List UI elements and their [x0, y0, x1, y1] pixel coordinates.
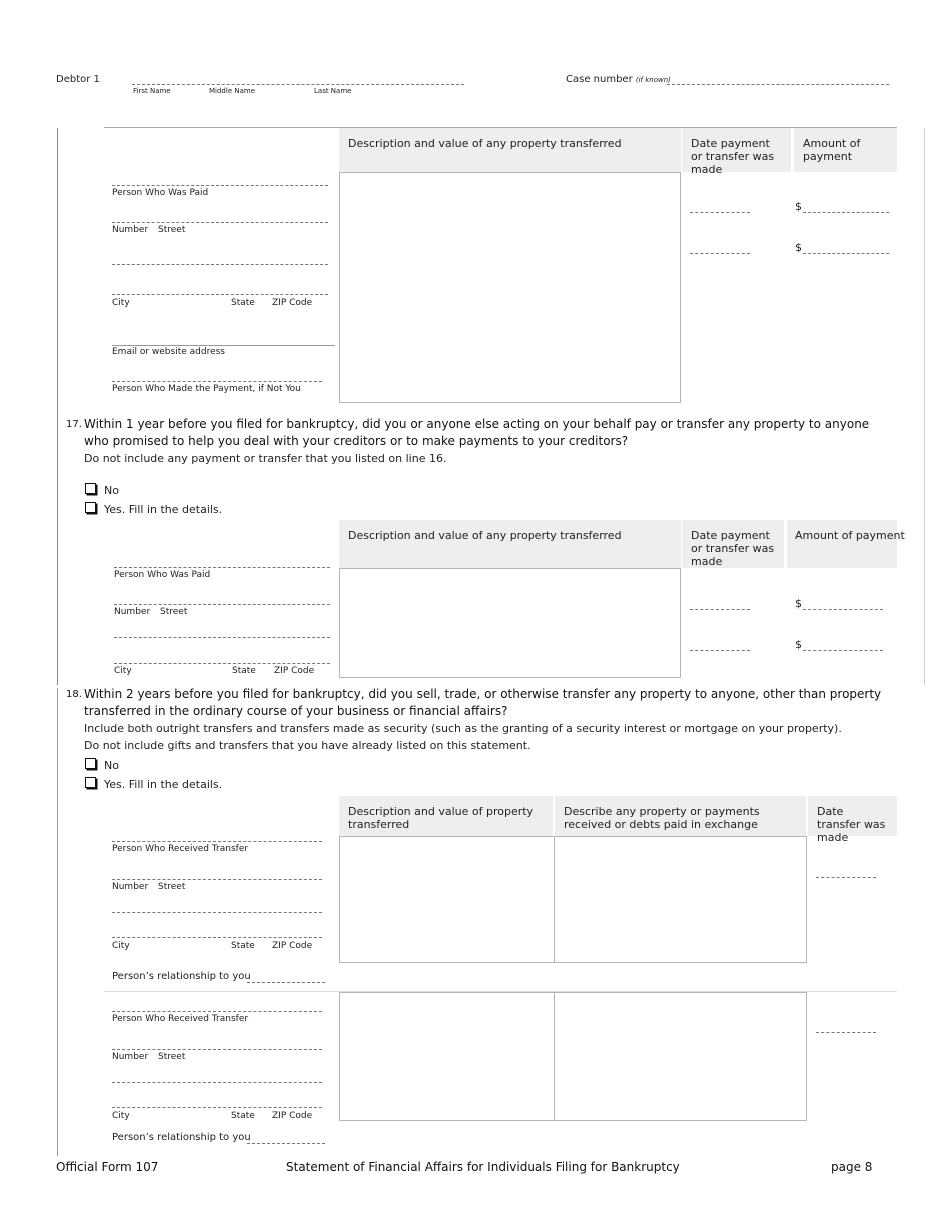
col-header-description: Description and value of any property transferred [339, 520, 681, 568]
question-number: 18. [66, 689, 82, 700]
street-field[interactable] [112, 222, 328, 223]
question-note: Do not include any payment or transfer that you listed on line 16. [84, 452, 447, 465]
person-paid-label: Person Who Was Paid [112, 188, 209, 198]
city-state-zip-field[interactable] [112, 937, 322, 938]
col-header-amount: Amount of payment [787, 520, 897, 568]
property-description-box[interactable] [339, 992, 555, 1121]
person-paid-field[interactable] [112, 185, 328, 186]
person-received-field[interactable] [112, 841, 322, 842]
person-received-field[interactable] [112, 1011, 322, 1012]
checkbox-no[interactable] [85, 483, 96, 494]
date-field[interactable] [690, 253, 750, 254]
zip-label: ZIP Code [272, 941, 313, 951]
state-label: State [231, 941, 255, 951]
dollar-sign: $ [795, 597, 802, 610]
received-description-box[interactable] [554, 836, 807, 963]
amount-field[interactable] [803, 650, 883, 651]
city-label: City [112, 941, 130, 951]
number-label: Number [114, 607, 151, 617]
email-field[interactable] [112, 345, 335, 346]
street-field[interactable] [112, 1049, 322, 1050]
person-received-label: Person Who Received Transfer [112, 844, 249, 854]
person-made-payment-label: Person Who Made the Payment, if Not You [112, 384, 301, 394]
city-label: City [114, 666, 132, 676]
footer-title: Statement of Financial Affairs for Individuals Filing for Bankruptcy [286, 1160, 680, 1174]
property-description-box[interactable] [339, 568, 681, 678]
date-field[interactable] [690, 650, 750, 651]
question-number: 17. [66, 419, 82, 430]
street-line2-field[interactable] [112, 264, 328, 265]
checkbox-yes[interactable] [85, 502, 96, 513]
col-header-received: Describe any property or payments received or debts paid in exchange [555, 796, 806, 836]
dollar-sign: $ [795, 638, 802, 651]
city-label: City [112, 298, 130, 308]
section-rule-right [924, 128, 925, 685]
first-name-label: First Name [133, 87, 171, 95]
zip-label: ZIP Code [274, 666, 315, 676]
question-note: Do not include gifts and transfers that you have already listed on this statement. [84, 739, 531, 752]
question-text: Within 1 year before you filed for bankruptcy, did you or anyone else acting on your behalf pay or transfer any property to anyone who promised to help you deal with your creditors or to make payments to your creditors? [84, 417, 870, 448]
date-field[interactable] [816, 877, 876, 878]
street-label: Street [158, 882, 186, 892]
footer-page-number: page 8 [831, 1160, 873, 1174]
person-received-label: Person Who Received Transfer [112, 1014, 249, 1024]
date-field[interactable] [690, 212, 750, 213]
relationship-label: Person’s relationship to you [112, 1132, 251, 1143]
state-label: State [231, 298, 255, 308]
property-description-box[interactable] [339, 836, 555, 963]
zip-label: ZIP Code [272, 1111, 313, 1121]
date-field[interactable] [690, 609, 750, 610]
section-rule [57, 128, 58, 685]
amount-field[interactable] [803, 212, 889, 213]
section-rule [57, 688, 58, 1156]
city-state-zip-field[interactable] [112, 294, 328, 295]
zip-label: ZIP Code [272, 298, 313, 308]
number-label: Number [112, 225, 149, 235]
checkbox-yes[interactable] [85, 777, 96, 788]
option-no-label: No [104, 759, 119, 772]
state-label: State [231, 1111, 255, 1121]
debtor-label: Debtor 1 [56, 74, 100, 85]
col-header-date: Date transfer was made [808, 796, 897, 836]
option-yes-label: Yes. Fill in the details. [104, 778, 223, 791]
street-label: Street [160, 607, 188, 617]
street-field[interactable] [112, 879, 322, 880]
col-header-amount: Amount of payment [794, 128, 897, 172]
person-made-payment-field[interactable] [112, 381, 322, 382]
amount-field[interactable] [803, 609, 883, 610]
col-header-date: Date payment or transfer was made [682, 128, 791, 172]
amount-field[interactable] [803, 253, 889, 254]
col-header-description: Description and value of property transferred [339, 796, 553, 836]
last-name-label: Last Name [314, 87, 352, 95]
question-note: Include both outright transfers and transfers made as security (such as the granting of a security interest or mortgage on your property). [84, 722, 842, 735]
street-field[interactable] [114, 604, 330, 605]
checkbox-no[interactable] [85, 758, 96, 769]
city-state-zip-field[interactable] [114, 663, 330, 664]
date-field[interactable] [816, 1032, 876, 1033]
city-state-zip-field[interactable] [112, 1107, 322, 1108]
property-description-box[interactable] [339, 172, 681, 403]
dollar-sign: $ [795, 200, 802, 213]
case-number-label: Case number (if known) [566, 74, 671, 85]
number-label: Number [112, 1052, 149, 1062]
col-header-date: Date payment or transfer was made [682, 520, 784, 568]
debtor-name-field[interactable] [132, 84, 464, 85]
street-line2-field[interactable] [112, 912, 322, 913]
middle-name-label: Middle Name [209, 87, 255, 95]
number-label: Number [112, 882, 149, 892]
street-label: Street [158, 1052, 186, 1062]
dollar-sign: $ [795, 241, 802, 254]
question-text: Within 2 years before you filed for bankruptcy, did you sell, trade, or otherwise transfer any property to anyone, other than property transferred in the ordinary course of your business or financial affairs? [84, 687, 882, 718]
option-no-label: No [104, 484, 119, 497]
city-label: City [112, 1111, 130, 1121]
person-paid-label: Person Who Was Paid [114, 570, 211, 580]
street-label: Street [158, 225, 186, 235]
street-line2-field[interactable] [114, 637, 330, 638]
street-line2-field[interactable] [112, 1082, 322, 1083]
received-description-box[interactable] [554, 992, 807, 1121]
col-header-description: Description and value of any property transferred [339, 128, 681, 172]
person-paid-field[interactable] [114, 567, 330, 568]
email-label: Email or website address [112, 347, 225, 357]
case-number-field[interactable] [667, 84, 889, 85]
option-yes-label: Yes. Fill in the details. [104, 503, 223, 516]
relationship-field[interactable] [247, 982, 325, 983]
relationship-field[interactable] [247, 1143, 325, 1144]
footer-form-number: Official Form 107 [56, 1160, 159, 1174]
relationship-label: Person’s relationship to you [112, 971, 251, 982]
state-label: State [232, 666, 256, 676]
